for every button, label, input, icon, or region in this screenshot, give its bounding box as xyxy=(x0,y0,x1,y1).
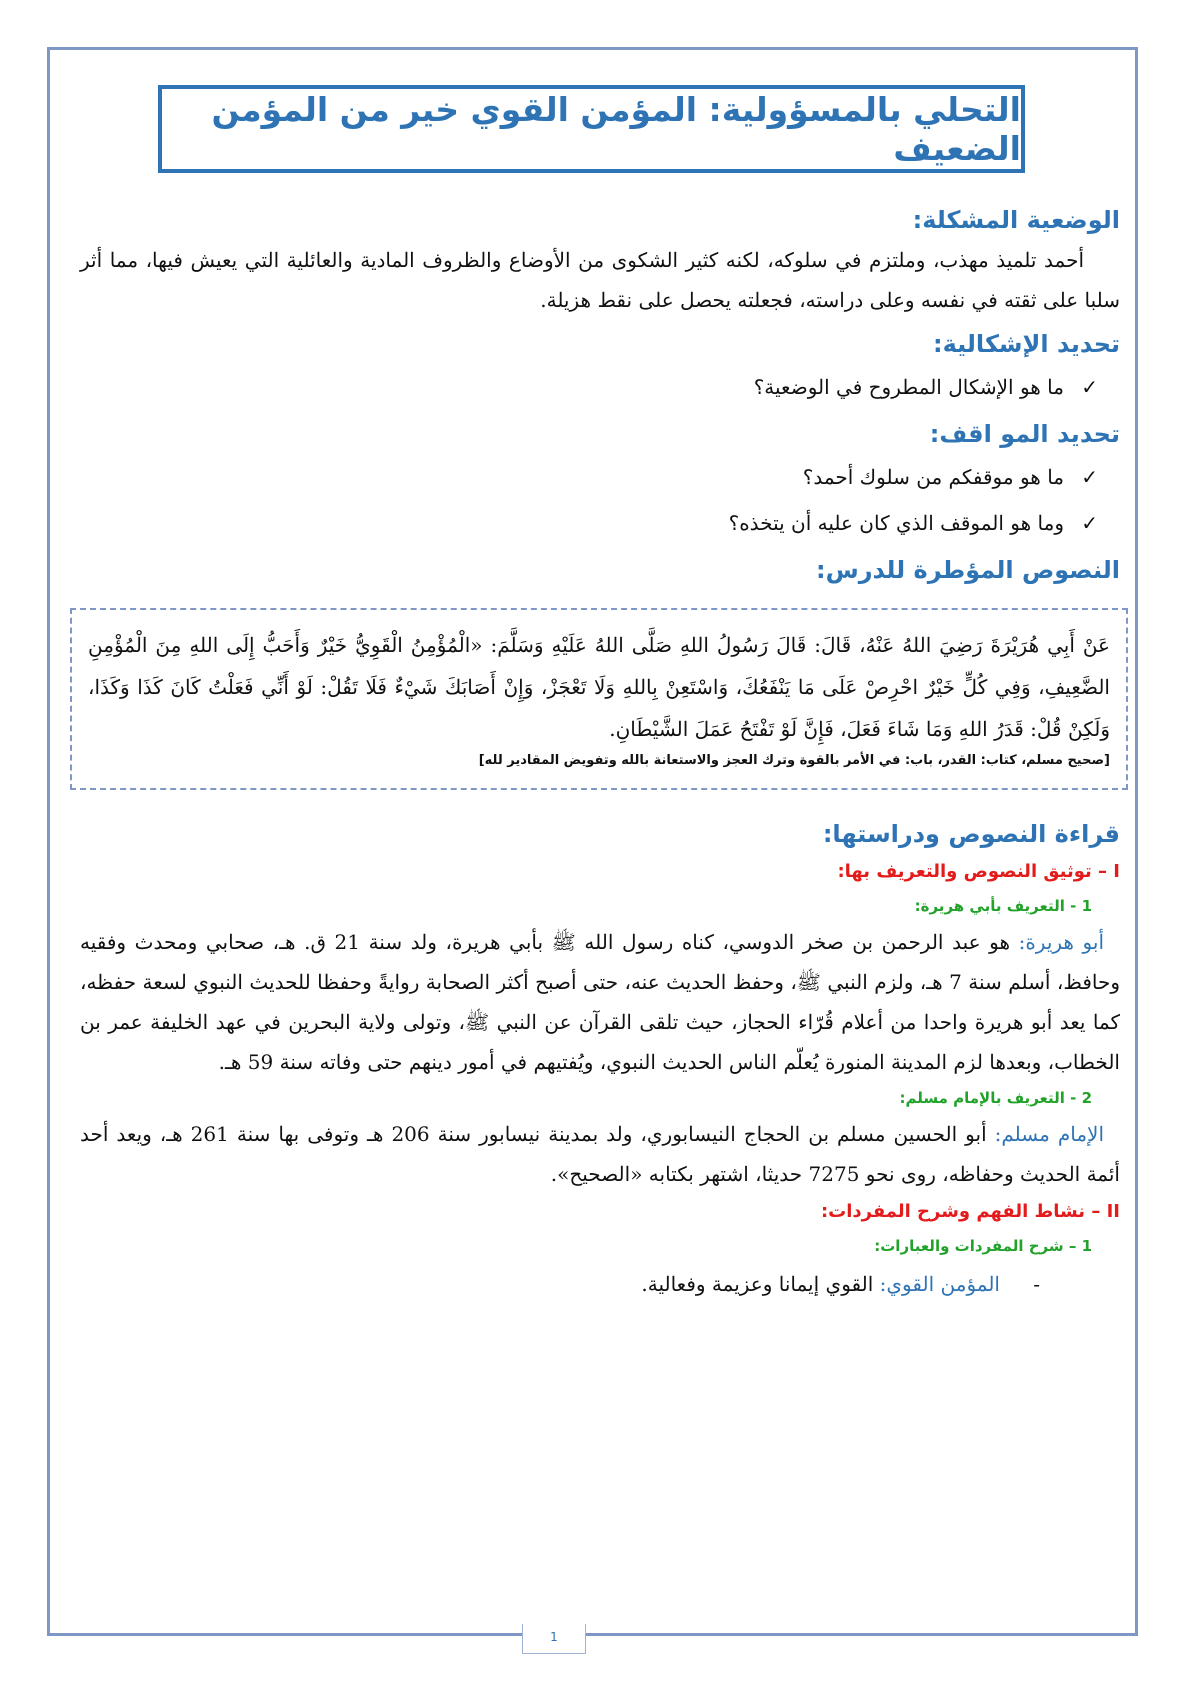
content xyxy=(80,200,1120,1306)
list-item-text: وما هو الموقف الذي كان عليه أن يتخذه؟ xyxy=(728,511,1064,535)
positions-list xyxy=(80,454,1120,546)
situation-paragraph xyxy=(80,240,1120,320)
muslim-text: أبو الحسين مسلم بن الحجاج النيسابوري، ولد بمدينة نيسابور سنة 206 هـ وتوفى بها سنة 261 هـ، ويعد أحد أئمة الحديث وحفاظه، روى نحو 7275 حديثا، اشتهر بكتابه «الصحيح». xyxy=(80,1122,1120,1186)
texts-heading: النصوص المؤطرة للدرس: xyxy=(815,556,1120,584)
muslim-term: الإمام مسلم: xyxy=(994,1122,1105,1146)
list-item xyxy=(80,454,1098,500)
situation-text: أحمد تلميذ مهذب، وملتزم في سلوكه، لكنه كثير الشكوى من الأوضاع والظروف المادية والعائلية التي يعيش فيها، مما أثر سلبا على ثقته في نفسه وعلى دراسته، فجعلته يحصل على نقط هزيلة. xyxy=(80,248,1120,312)
abu-huraira-text: هو عبد الرحمن بن صخر الدوسي، كناه رسول الله ﷺ بأبي هريرة، ولد سنة 21 ق. هـ، صحابي ومحدث وفقيه وحافظ، أسلم سنة 7 هـ، ولزم النبي ﷺ، وحفظ الحديث عنه، حتى أصبح أكثر الصحابة روايةً وحفظا للحديث النبوي لسعة حفظه، كما يعد أبو هريرة واحدا من أعلام قُرّاء الحجاز، حيث تلقى القرآن عن النبي ﷺ، وتولى ولاية البحرين في عهد الخليفة عمر بن الخطاب، وبعدها لزم المدينة المنورة يُعلّم الناس الحديث النبوي، ويُفتيهم في أمور دينهم حتى وفاته سنة 59 هـ. xyxy=(80,930,1120,1074)
problem-list xyxy=(80,364,1120,410)
hadith-text: عَنْ أَبِي هُرَيْرَةَ رَضِيَ اللهُ عَنْهُ، قَالَ: قَالَ رَسُولُ اللهِ صَلَّى اللهُ عَلَيْهِ وَسَلَّمَ: «الْمُؤْمِنُ الْقَوِيُّ خَيْرٌ وَأَحَبُّ إِلَى اللهِ مِنَ الْمُؤْمِنِ الضَّعِيفِ، وَفِي كُلٍّ خَيْرٌ احْرِصْ عَلَى مَا يَنْفَعُكَ، وَاسْتَعِنْ بِاللهِ وَلَا تَعْجَزْ، وَإِنْ أَصَابَكَ شَيْءٌ فَلَا تَقُلْ: لَوْ أَنِّي فَعَلْتُ كَانَ كَذَا وَكَذَا، وَلَكِنْ قُلْ: قَدَرُ اللهِ وَمَا شَاءَ فَعَلَ، فَإِنَّ لَوْ تَفْتَحُ عَمَلَ الشَّيْطَانِ. xyxy=(88,633,1110,741)
part2-heading: II – نشاط الفهم وشرح المفردات: xyxy=(820,1201,1120,1222)
list-item xyxy=(80,364,1098,410)
abu-huraira-paragraph xyxy=(80,922,1120,1082)
check-icon: ✓ xyxy=(1081,465,1098,489)
problem-heading: تحديد الإشكالية: xyxy=(932,330,1120,358)
hadith-source: [صحيح مسلم، كتاب: القدر، باب: في الأمر بالقوة وترك العجز والاستعانة بالله وتفويض المقادير لله] xyxy=(478,753,1110,768)
title-box xyxy=(158,85,1025,173)
vocab-item xyxy=(80,1262,1120,1306)
muslim-paragraph xyxy=(80,1114,1120,1194)
positions-heading: تحديد المو اقف: xyxy=(929,420,1120,448)
part1-sub1: 1 - التعريف بأبي هريرة: xyxy=(914,897,1092,915)
page-title: التحلي بالمسؤولية: المؤمن القوي خير من المؤمن الضعيف xyxy=(211,90,1021,168)
list-item-text: ما هو موقفكم من سلوك أحمد؟ xyxy=(802,465,1064,489)
vocab-term: المؤمن القوي: xyxy=(879,1272,1000,1296)
part1-sub2: 2 - التعريف بالإمام مسلم: xyxy=(899,1089,1092,1107)
hadith-box xyxy=(70,608,1128,790)
page-number: 1 xyxy=(522,1624,586,1654)
reading-heading: قراءة النصوص ودراستها: xyxy=(822,820,1120,848)
abu-huraira-term: أبو هريرة: xyxy=(1018,930,1105,954)
vocab-text: القوي إيمانا وعزيمة وفعالية. xyxy=(641,1272,874,1296)
vocab-dash: - xyxy=(1033,1272,1040,1296)
list-item xyxy=(80,500,1098,546)
list-item-text: ما هو الإشكال المطروح في الوضعية؟ xyxy=(753,375,1064,399)
check-icon: ✓ xyxy=(1081,375,1098,399)
check-icon: ✓ xyxy=(1081,511,1098,535)
situation-heading: الوضعية المشكلة: xyxy=(912,206,1120,234)
part2-sub1: 1 – شرح المفردات والعبارات: xyxy=(874,1237,1092,1255)
part1-heading: I – توثيق النصوص والتعريف بها: xyxy=(837,861,1120,882)
